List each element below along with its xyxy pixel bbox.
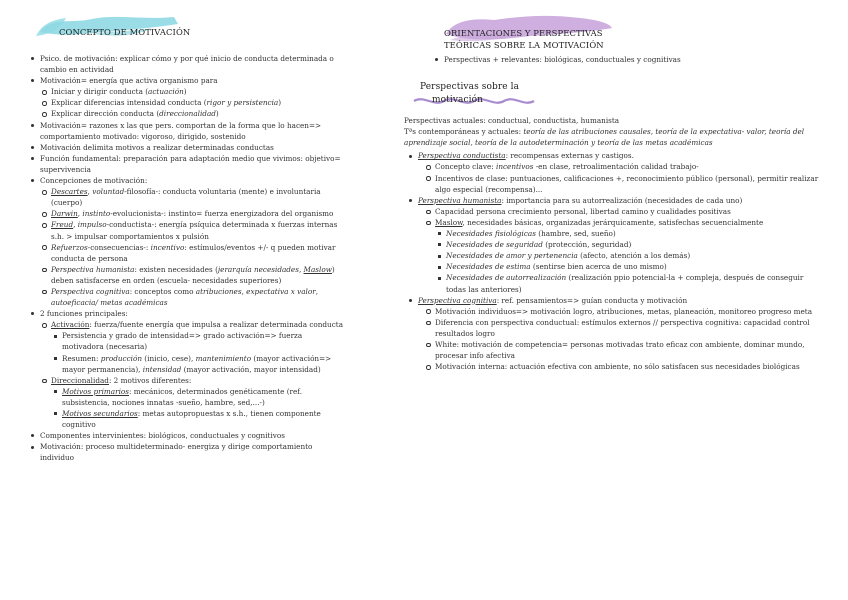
item-emph: Necesidades fisiológicas: [446, 229, 536, 239]
item-text: : estímulos/eventos +/- q pueden motivar conducta de persona: [51, 242, 336, 263]
item-emph: intensidad: [142, 364, 182, 374]
item-text: ) deben satisfacerse en orden (escuela- necesidades superiores): [51, 264, 335, 285]
subtitle: [420, 81, 519, 106]
list-item-conductista: [404, 150, 824, 194]
list-item: Diferencia con perspectiva conductual: estímulos externos // perspectiva cognitiva: capacidad control resultados logro: [424, 317, 824, 339]
item-emph: Necesidades de amor y pertenencia: [446, 251, 578, 261]
right-title-line2: TEÓRICAS SOBRE LA MOTIVACIÓN: [444, 39, 604, 50]
item-emph: Freud: [51, 220, 74, 230]
item-emph: Perspectiva humanista: [418, 195, 502, 205]
list-item: [51, 386, 344, 408]
conductista-sub-list: [424, 161, 824, 194]
list-item-cognitiva: [40, 286, 344, 308]
item-text: Explicar dirección conducta (: [51, 109, 160, 119]
humanista-sub-list: [424, 206, 824, 295]
item-text: Iniciar y dirigir conducta (: [51, 87, 149, 97]
right-title: [444, 28, 604, 51]
list-item: [435, 228, 824, 239]
list-item: [435, 261, 824, 272]
item-text: Tªs contemporáneas y actuales:: [404, 127, 524, 137]
list-item: [26, 75, 344, 119]
item-emph: Necesidades de estima: [446, 262, 531, 272]
list-item: [40, 108, 344, 119]
item-text: -consecuencias-:: [87, 242, 151, 252]
item-text: ,: [315, 286, 319, 296]
activacion-sub-list: [51, 330, 344, 374]
subtitle-line2: motivación: [432, 94, 484, 105]
item-text: : conceptos como: [129, 286, 196, 296]
item-text: : recompensas externas y castigos.: [505, 151, 634, 161]
item-text: -evolucionista-: instinto= fuerza energizadora del organismo: [110, 209, 334, 219]
item-emph: instinto: [82, 209, 111, 219]
item-text: Concepto clave:: [435, 162, 496, 172]
list-item: Motivación delimita motivos a realizar determinadas conductas: [26, 142, 344, 153]
right-top-list: [430, 54, 824, 65]
list-item: Psico. de motivación: explicar cómo y por qué inicio de conducta determinada o cambio en actividad: [26, 53, 344, 75]
item-text: : 2 motivos diferentes:: [108, 375, 192, 385]
item-emph: Activación: [51, 320, 90, 330]
subtitle-line1: Perspectivas sobre la: [420, 82, 520, 93]
list-item: [424, 161, 824, 172]
item-emph: expectativa x valor: [246, 286, 316, 296]
list-item: Capacidad persona crecimiento personal, libertad camino y cualidades positivas: [424, 206, 824, 217]
list-item: Motivación individuos=> motivación logro, atribuciones, metas, planeación, monitoreo progreso meta: [424, 306, 824, 317]
item-text: ,: [241, 286, 247, 296]
item-text: ): [215, 109, 219, 119]
item-text: Motivación= energía que activa organismo para: [40, 76, 218, 86]
item-text: (inicio, cese),: [142, 353, 196, 363]
list-item: White: motivación de competencia= personas motivadas trato eficaz con ambiente, dominar mundo, procesar info afectiva: [424, 339, 824, 361]
item-emph: atribuciones: [195, 286, 242, 296]
item-emph: Maslow: [435, 217, 463, 227]
list-item: Componentes intervinientes: biológicos, conductuales y cognitivos: [26, 430, 344, 441]
item-text: (hambre, sed, sueño): [535, 229, 616, 239]
list-item-humanista: [404, 195, 824, 295]
list-item: [435, 239, 824, 250]
list-item: [40, 86, 344, 97]
item-emph: autoeficacia/ metas académicas: [51, 298, 168, 308]
item-emph: Perspectiva conductista: [418, 151, 506, 161]
left-title: CONCEPTO DE MOTIVACIÓN: [59, 27, 191, 37]
direccionalidad-sub-list: [51, 386, 344, 430]
item-emph: Necesidades de autorrealización: [446, 273, 567, 283]
item-text: (protección, seguridad): [542, 240, 632, 250]
item-emph: rigor y persistencia: [206, 98, 279, 108]
item-emph: producción: [100, 353, 142, 363]
item-emph: Perspectiva cognitiva: [51, 286, 130, 296]
list-item: Perspectivas + relevantes: biológicas, conductuales y cognitivas: [430, 54, 824, 65]
item-emph: Refuerzos: [51, 242, 88, 252]
list-item: [26, 175, 344, 308]
item-emph: Necesidades de seguridad: [446, 240, 543, 250]
list-item: [435, 272, 824, 294]
item-emph: teoría de las atribuciones causales, teoría de la expectativa- valor, teoría del aprendizaje social, teoría de la autodeterminación y teoría de las metas académicas: [404, 127, 805, 148]
item-emph: actuación: [148, 87, 184, 97]
item-emph: Motivos primarios: [62, 386, 129, 396]
left-main-list: [26, 53, 344, 463]
list-item: Incentivos de clase: puntuaciones, calificaciones +, reconocimiento público (personal), permitir realizar algo especial (recompensa)...: [424, 173, 824, 195]
item-emph: mantenimiento: [195, 353, 252, 363]
list-item-refuerzos: [40, 242, 344, 264]
item-text: (realización ppio potencial-la + compleja, después de conseguir todas las anteriores): [446, 273, 804, 294]
item-text: : mecánicos, determinados genéticamente (ref. subsistencia, nociones innatas -sueño, hambre, sed,...-): [62, 386, 303, 407]
item-text: ,: [73, 220, 78, 230]
item-emph: Darwin: [51, 209, 78, 219]
item-text: -filosofía-: conducta voluntaria (mente) e involuntaria (cuerpo): [51, 187, 321, 208]
item-emph: Perspectiva cognitiva: [418, 295, 497, 305]
left-column: [26, 0, 344, 463]
list-item: [51, 408, 344, 430]
item-emph: incentivo: [150, 242, 185, 252]
list-item: Motivación interna: actuación efectiva con ambiente, no sólo satisfacen sus necesidades biológicas: [424, 361, 824, 372]
item-emph: impulso: [77, 220, 107, 230]
sub-list: [40, 86, 344, 119]
list-item: [424, 217, 824, 295]
item-emph: Descartes: [51, 187, 88, 197]
list-item-cognitiva: [404, 295, 824, 373]
item-text: 2 funciones principales:: [40, 309, 128, 319]
right-header: [404, 0, 824, 52]
list-item: [40, 97, 344, 108]
item-text: Resumen:: [62, 353, 101, 363]
list-item: [26, 308, 344, 430]
item-text: : metas autopropuestas x s.h., tienen componente cognitivo: [62, 409, 321, 430]
perspectivas-list: [404, 150, 824, 372]
necesidades-list: [435, 228, 824, 295]
right-title-line1: ORIENTACIONES Y PERSPECTIVAS: [444, 28, 603, 38]
list-item-humanista: [40, 264, 344, 286]
item-emph: Motivos secundarios: [62, 409, 138, 418]
left-header: [26, 0, 344, 44]
actuales-text: Perspectivas actuales: conductual, conductista, humanista: [404, 116, 620, 126]
item-emph: incentivos: [496, 162, 534, 172]
item-text: ,: [77, 209, 83, 219]
item-text: (mayor activación, mayor intensidad): [181, 364, 321, 374]
item-text: -en clase, retroalimentación calidad trabajo-: [533, 162, 699, 172]
list-item: [51, 353, 344, 375]
item-text: ): [278, 98, 282, 108]
item-emph: Perspectiva humanista: [51, 264, 135, 274]
list-item-freud: [40, 219, 344, 241]
item-text: : importancia para su autorrealización (necesidades de cada uno): [501, 195, 743, 205]
list-item-activacion: [40, 319, 344, 374]
item-text: (mayor activación=> mayor permanencia),: [62, 353, 332, 374]
list-item: Función fundamental: preparación para adaptación medio que vivimos: objetivo= supervivencia: [26, 153, 344, 175]
list-item-darwin: [40, 208, 344, 219]
item-text: Explicar diferencias intensidad conducta (: [51, 98, 207, 108]
concepciones-list: [40, 186, 344, 308]
item-emph: voluntad: [92, 187, 125, 197]
item-text: -conductista-: energía psíquica determinada x fuerzas internas s.h. > impulsar comportamientos x pulsión: [51, 220, 338, 241]
list-item-direccionalidad: [40, 375, 344, 430]
item-text: (sentirse bien acerca de uno mismo): [530, 262, 667, 272]
cognitiva-sub-list: [424, 306, 824, 373]
item-text: ,: [298, 264, 304, 274]
list-item: [435, 250, 824, 261]
teorias-text: [404, 126, 824, 148]
item-text: : existen necesidades (: [134, 264, 218, 274]
item-text: : ref. pensamientos=> guían conducta y motivación: [496, 295, 688, 305]
item-emph: Direccionalidad: [51, 375, 109, 385]
item-emph: jerarquía necesidades: [217, 264, 299, 274]
funciones-list: [40, 319, 344, 430]
list-item-descartes: [40, 186, 344, 208]
list-item: Motivación= razones x las que pers. comportan de la forma que lo hacen=> comportamiento motivado: vigoroso, dirigido, sostenido: [26, 120, 344, 142]
item-text: Concepciones de motivación:: [40, 176, 148, 186]
subtitle-block: [404, 81, 824, 115]
right-column: [404, 0, 824, 372]
list-item: Persistencia y grado de intensidad=> grado activación=> fuerza motivadora (necesaria): [51, 330, 344, 352]
item-text: (afecto, atención a los demás): [577, 251, 691, 261]
item-emph: Maslow: [303, 264, 332, 274]
item-text: : fuerza/fuente energía que impulsa a realizar determinada conducta: [89, 320, 344, 330]
list-item: Motivación: proceso multideterminado- energiza y dirige comportamiento individuo: [26, 441, 344, 463]
item-text: ,: [87, 187, 93, 197]
item-text: ): [183, 87, 187, 97]
item-emph: direccionalidad: [159, 109, 216, 119]
item-text: , necesidades básicas, organizadas jerárquicamente, satisfechas secuencialmente: [462, 217, 764, 227]
